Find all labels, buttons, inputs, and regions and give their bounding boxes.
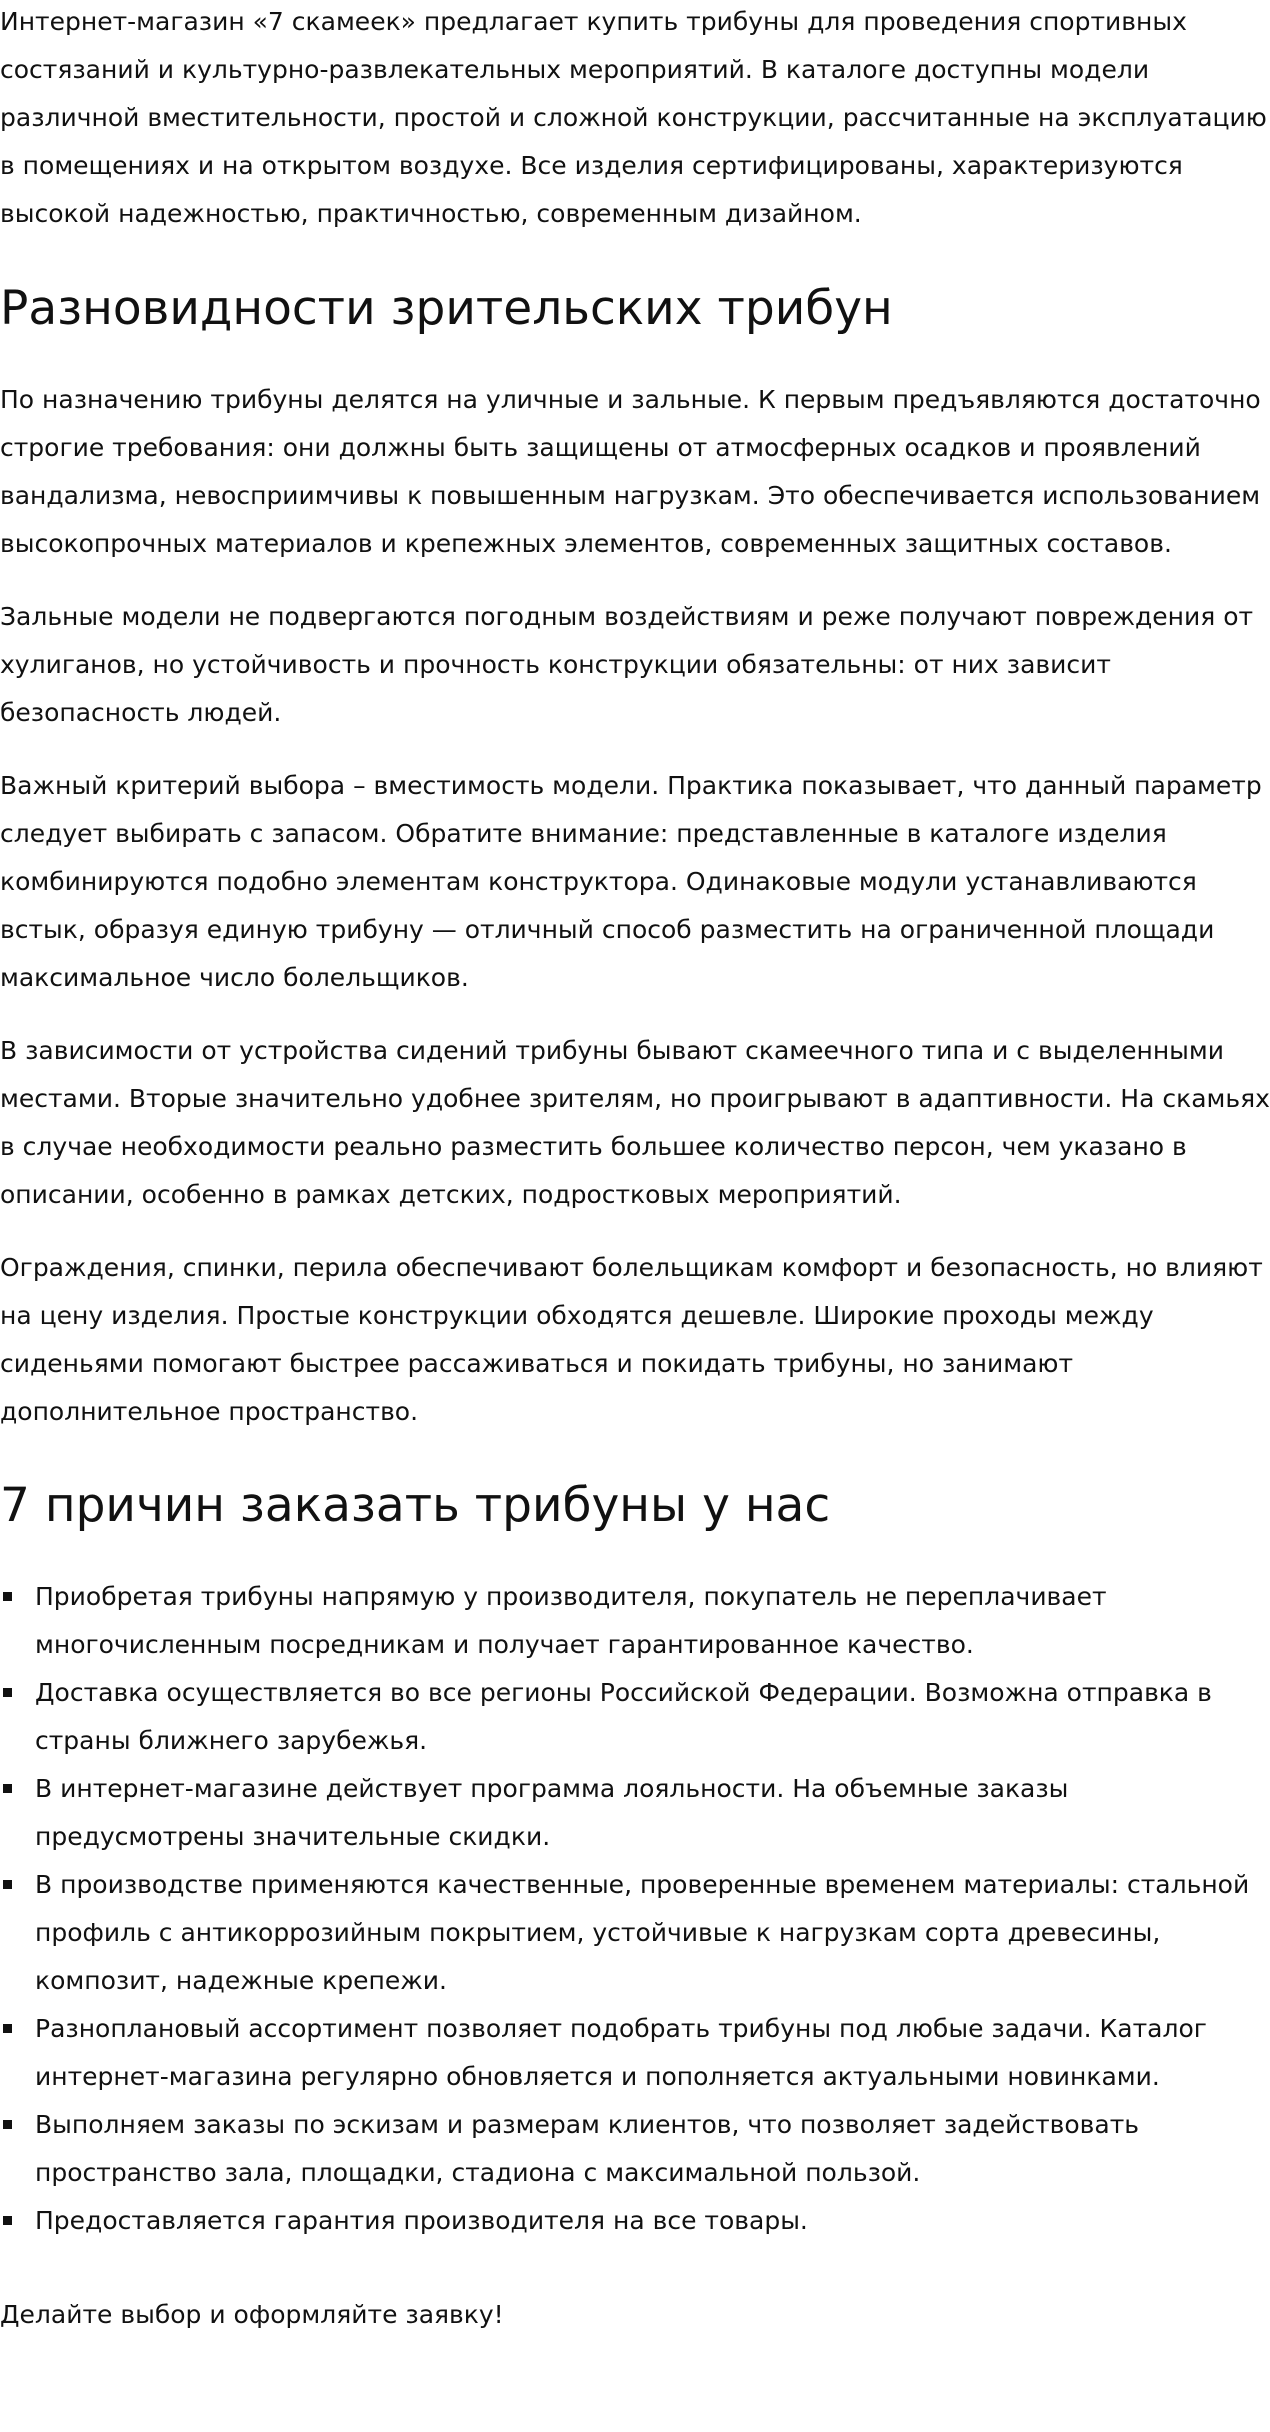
reasons-list-item [0, 1765, 1270, 1861]
intro-paragraph: Интернет-магазин «7 скамеек» предлагает купить трибуны для проведения спортивных состязаний и культурно-развлекательных мероприятий. В каталоге доступны модели различной вместительности, простой и сложной конструкции, рассчитанные на эксплуатацию в помещениях и на открытом воздухе. Все изделия сертифицированы, характеризуются высокой надежностью, практичностью, современным дизайном. [0, 7, 1267, 228]
square-bullet-icon [3, 2216, 12, 2225]
reasons-list-item [0, 2197, 1270, 2245]
square-bullet-icon [3, 1688, 12, 1697]
types-paragraph: Ограждения, спинки, перила обеспечивают болельщикам комфорт и безопасность, но влияют на цену изделия. Простые конструкции обходятся дешевле. Широкие проходы между сиденьями помогают быстрее рассаживаться и покидать трибуны, но занимают дополнительное пространство. [0, 1253, 1263, 1426]
reason-text: Доставка осуществляется во все регионы Российской Федерации. Возможна отправка в страны ближнего зарубежья. [35, 1678, 1212, 1755]
reasons-list-item [0, 2101, 1270, 2197]
call-to-action: Делайте выбор и оформляйте заявку! [0, 2300, 504, 2329]
reasons-list-item [0, 2005, 1270, 2101]
reason-text: Предоставляется гарантия производителя на все товары. [35, 2206, 808, 2235]
reasons-heading: 7 причин заказать трибуны у нас [0, 1478, 831, 1533]
reason-text: Выполняем заказы по эскизам и размерам клиентов, что позволяет задействовать пространство зала, площадки, стадиона с максимальной пользой. [35, 2110, 1140, 2187]
types-heading: Разновидности зрительских трибун [0, 281, 893, 336]
square-bullet-icon [3, 1784, 12, 1793]
reasons-list [0, 1573, 1270, 2245]
reason-text: Разноплановый ассортимент позволяет подобрать трибуны под любые задачи. Каталог интернет-магазина регулярно обновляется и пополняется актуальными новинками. [35, 2014, 1207, 2091]
reasons-list-item [0, 1669, 1270, 1765]
square-bullet-icon [3, 2024, 12, 2033]
types-paragraph: По назначению трибуны делятся на уличные и зальные. К первым предъявляются достаточно строгие требования: они должны быть защищены от атмосферных осадков и проявлений вандализма, невосприимчивы к повышенным нагрузкам. Это обеспечивается использованием высокопрочных материалов и крепежных элементов, современных защитных составов. [0, 385, 1261, 558]
types-paragraph: Важный критерий выбора – вместимость модели. Практика показывает, что данный параметр следует выбирать с запасом. Обратите внимание: представленные в каталоге изделия комбинируются подобно элементам конструктора. Одинаковые модули устанавливаются встык, образуя единую трибуну — отличный способ разместить на ограниченной площади максимальное число болельщиков. [0, 771, 1262, 992]
reasons-list-item [0, 1861, 1270, 2005]
reason-text: В интернет-магазине действует программа лояльности. На объемные заказы предусмотрены значительные скидки. [35, 1774, 1069, 1851]
reason-text: Приобретая трибуны напрямую у производителя, покупатель не переплачивает многочисленным посредникам и получает гарантированное качество. [35, 1582, 1107, 1659]
square-bullet-icon [3, 1592, 12, 1601]
types-paragraph: Зальные модели не подвергаются погодным воздействиям и реже получают повреждения от хулиганов, но устойчивость и прочность конструкции обязательны: от них зависит безопасность людей. [0, 602, 1254, 727]
reasons-list-item [0, 1573, 1270, 1669]
types-section [0, 376, 1270, 1436]
reason-text: В производстве применяются качественные, проверенные временем материалы: стальной профиль с антикоррозийным покрытием, устойчивые к нагрузкам сорта древесины, композит, надежные крепежи. [35, 1870, 1250, 1995]
types-paragraph: В зависимости от устройства сидений трибуны бывают скамеечного типа и с выделенными местами. Вторые значительно удобнее зрителям, но проигрывают в адаптивности. На скамьях в случае необходимости реально разместить большее количество персон, чем указано в описании, особенно в рамках детских, подростковых мероприятий. [0, 1036, 1270, 1209]
square-bullet-icon [3, 2120, 12, 2129]
square-bullet-icon [3, 1880, 12, 1889]
